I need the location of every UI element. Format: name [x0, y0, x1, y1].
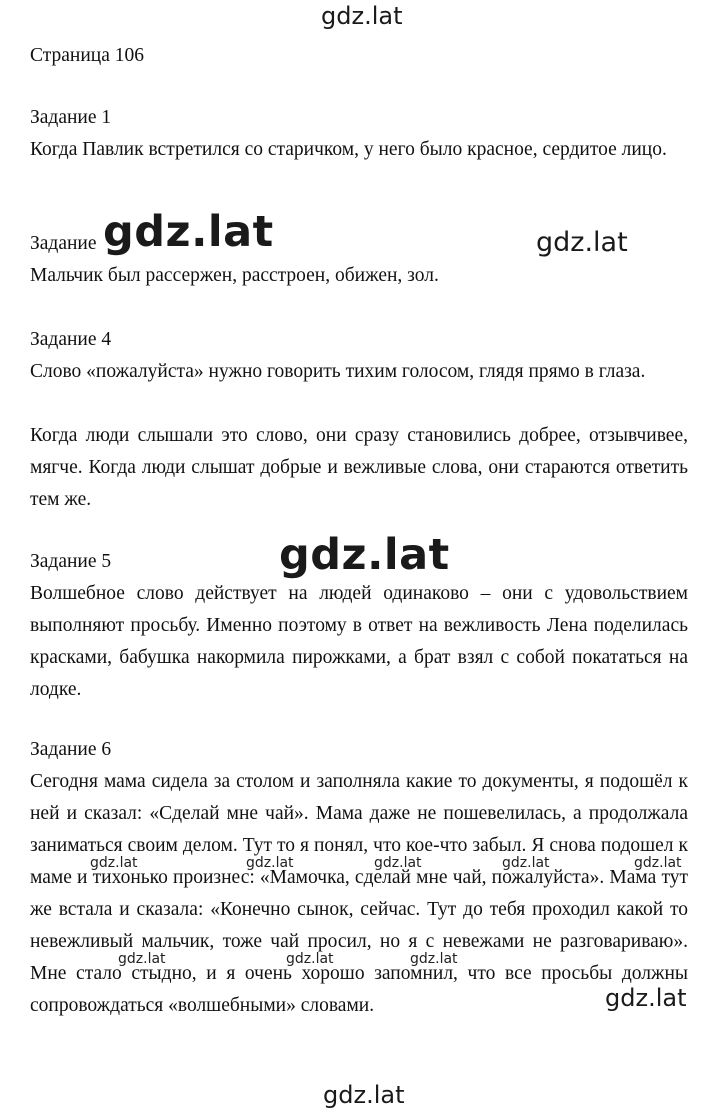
task-4-heading: Задание 4: [30, 329, 112, 350]
page-label: Страница 106: [30, 45, 145, 66]
watermark-small: gdz.lat: [502, 855, 550, 871]
task-6-text: Сегодня мама сидела за столом и заполняла какие то документы, я подошёл к ней и сказал: «Сделай мне чай». Мама даже не пошевелилась, а продолжала заниматься своим делом. Тут то я понял, что кое-что забыл. Я снова подошел к маме и тихонько произнес: «Мамочка, сделай мне чай, пожалуйста». Мама тут же встала и сказала: «Конечно сынок, сейчас. Тут до тебя проходил какой то невежливый мальчик, тоже чай просил, но я с невежами не разговариваю». Мне стало стыдно, и я очень хорошо запомнил, что все просьбы должны сопровождаться «волшебными» словами.: [30, 771, 688, 1016]
task-6-heading: Задание 6: [30, 739, 112, 760]
watermark-small: gdz.lat: [374, 855, 422, 871]
watermark-small: gdz.lat: [634, 855, 682, 871]
watermark-right-bottom: gdz.lat: [605, 984, 687, 1012]
task-5-text: Волшебное слово действует на людей одинаково – они с удовольствием выполняют просьбу. Именно поэтому в ответ на вежливость Лена поделилась красками, бабушка накормила пирожками, а брат взял с собой покататься на лодке.: [30, 583, 688, 700]
task-1-heading: Задание 1: [30, 107, 112, 128]
task-2-heading: Задание: [30, 233, 97, 254]
watermark-bottom: gdz.lat: [323, 1081, 405, 1109]
watermark-small: gdz.lat: [90, 855, 138, 871]
task-5-heading: Задание 5: [30, 551, 112, 572]
watermark-large-left: gdz.lat: [103, 207, 274, 257]
watermark-right: gdz.lat: [536, 227, 628, 258]
watermark-small: gdz.lat: [118, 951, 166, 967]
watermark-small: gdz.lat: [286, 951, 334, 967]
watermark-top: gdz.lat: [321, 2, 403, 30]
task-1-text: Когда Павлик встретился со старичком, у него было красное, сердитое лицо.: [30, 139, 667, 160]
task-4-paragraph-2: Когда люди слышали это слово, они сразу становились добрее, отзывчивее, мягче. Когда люди слышат добрые и вежливые слова, они стараются ответить тем же.: [30, 425, 688, 510]
watermark-large-center: gdz.lat: [279, 530, 450, 580]
watermark-small: gdz.lat: [246, 855, 294, 871]
watermark-small: gdz.lat: [410, 951, 458, 967]
task-2-text: Мальчик был рассержен, расстроен, обижен, зол.: [30, 265, 439, 286]
task-4-paragraph-1: Слово «пожалуйста» нужно говорить тихим голосом, глядя прямо в глаза.: [30, 361, 646, 382]
